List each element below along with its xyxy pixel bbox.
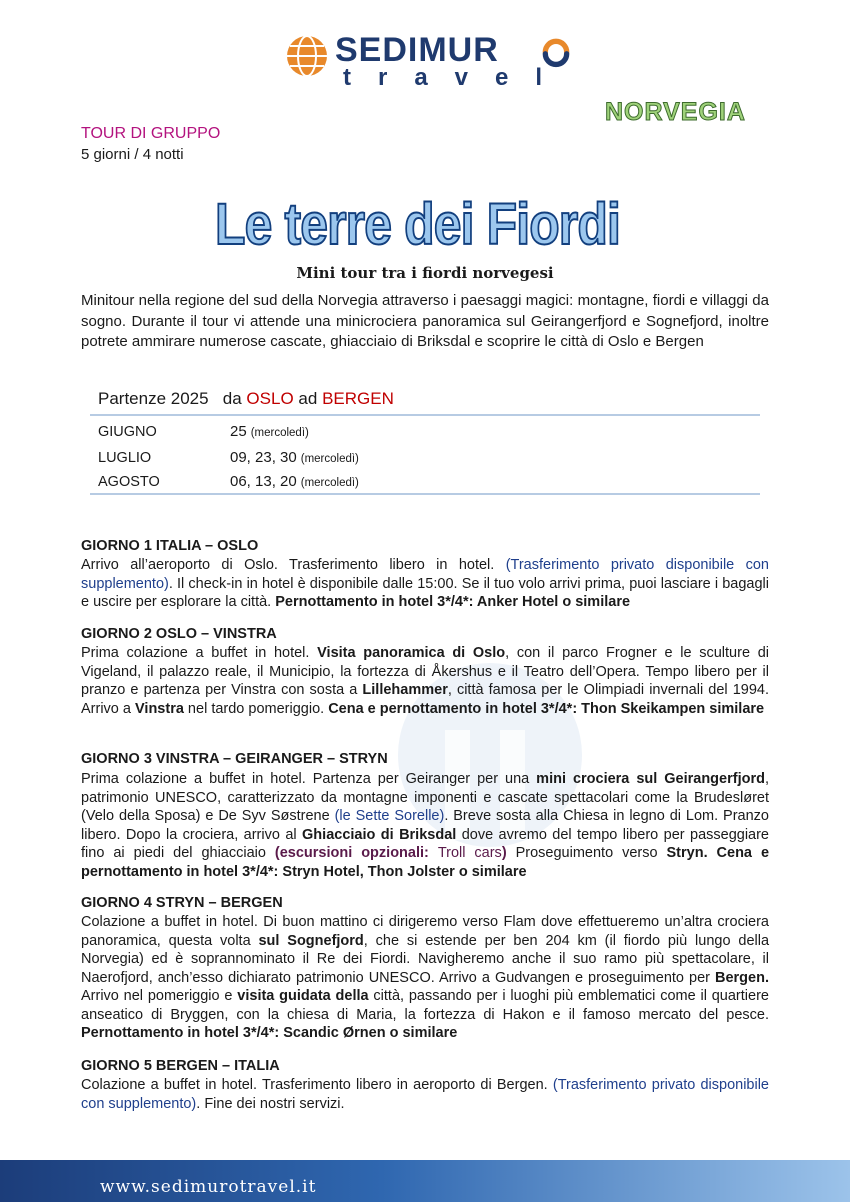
day-1-text-part: Arrivo all’aeroporto di Oslo. Trasferimento libero in hotel. (81, 557, 506, 573)
tour-type: TOUR DI GRUPPO (81, 125, 221, 142)
logo-wordmark-top: SEDIMUR (335, 31, 499, 69)
departure-row (98, 473, 359, 490)
day-2-text-part: , città famosa per le Olimpiadi invernali del 1994. Arrivo a (81, 682, 769, 717)
day-3-text-part: . Breve sosta alla Chiesa in legno di Lom. Pranzo libero. Dopo la crociera, arrivo al (81, 808, 769, 843)
day-5-heading: GIORNO 5 BERGEN – ITALIA (81, 1058, 280, 1074)
day-3-optional-close: ) (501, 845, 507, 861)
day-1-transfer-note: (Trasferimento privato disponibile con supplemento) (81, 557, 769, 592)
day-4-text-part: Arrivo nel pomeriggio e (81, 988, 238, 1004)
day-4-text-part: Colazione a buffet in hotel. Di buon mattino ci dirigeremo verso Flam dove effettueremo un’altra crociera panoramica, questa volta (81, 914, 769, 949)
table-top-rule (90, 414, 760, 416)
day-2-heading: GIORNO 2 OSLO – VINSTRA (81, 626, 277, 642)
day-5-text (81, 1076, 769, 1113)
day-4-hotel: Pernottamento in hotel 3*/4*: Scandic Ørnen o similare (81, 1025, 458, 1041)
day-3-heading: GIORNO 3 VINSTRA – GEIRANGER – STRYN (81, 751, 388, 767)
day-4-highlight: sul Sognefjord (258, 932, 364, 949)
day-4-text-part: città, passando per i luoghi più emblematici come il quartiere anseatico di Bryggen, con la chiesa di Maria, la fortezza di Hakon e il famoso mercato del pesce. (81, 988, 769, 1023)
day-4-text-part: , che si estende per ben 204 km (il fiordo più lungo della Norvegia) ed è soprannominato il Re dei Fiordi. Navigheremo anche il suo ramo più spettacolare, il Naerofjord, anch’esso dichiarato patrimonio UNESCO. Arrivo a Gudvangen e proseguimento per (81, 932, 770, 986)
day-2-hotel: Cena e pernottamento in hotel 3*/4*: Thon Skeikampen similare (328, 700, 765, 717)
day-3-optional-item: Troll cars (437, 845, 502, 861)
website-link[interactable]: www.sedimurotravel.it (100, 1177, 317, 1197)
day-3-text (81, 770, 769, 881)
day-3-highlight: mini crociera sul Geirangerfjord (536, 771, 765, 787)
page-title: Le terre dei Fiordi (215, 192, 620, 257)
departures-year-label: Partenze 2025 (98, 389, 209, 408)
logo-wordmark-bottom: travel (343, 64, 570, 91)
day-2-text-part: Prima colazione a buffet in hotel. (81, 645, 318, 661)
departures-to-city: BERGEN (322, 389, 394, 408)
departure-month: AGOSTO (98, 474, 160, 490)
departure-weekday: (mercoledì) (250, 427, 309, 439)
departure-row (98, 449, 359, 466)
company-logo (285, 30, 585, 100)
day-2-highlight: Lillehammer (362, 682, 448, 698)
intro-paragraph: Minitour nella regione del sud della Norvegia attraverso i paesaggi magici: montagne, fiordi e villaggi da sogno. Durante il tour vi attende una minicrociera panoramica sul Geirangerfjord e Sognefjord, inoltre potrete ammirare numerose cascate, ghiacciaio di Briksdal e scoprire le città di Oslo e Bergen (81, 292, 769, 350)
day-2-text-part: nel tardo pomeriggio. (183, 700, 329, 717)
day-2-highlight: Vinstra (135, 700, 184, 717)
departures-to-word: ad (298, 389, 318, 408)
day-3-highlight: Ghiacciaio di Briksdal (302, 826, 457, 843)
departure-days: 06, 13, 20 (230, 473, 297, 490)
day-3-text-part: , patrimonio UNESCO, caratterizzato da montagne imponenti e cascate spettacolari come la Brudesløret (Velo della Sposa) e De Syv Søstrene (81, 771, 769, 824)
table-bottom-rule (90, 493, 760, 495)
departure-days: 09, 23, 30 (230, 449, 297, 466)
day-5-text-part: . Fine dei nostri servizi. (196, 1095, 345, 1112)
day-5-transfer-note: (Trasferimento privato disponibile con supplemento) (81, 1077, 769, 1112)
day-4-heading: GIORNO 4 STRYN – BERGEN (81, 895, 283, 911)
departure-month: GIUGNO (98, 424, 157, 440)
day-2-text-part: , con il parco Frogner e le sculture di Vigeland, il palazzo reale, il Municipio, la fortezza di Åkershus e il Teatro dell’Opera. Tempo libero per il pranzo e partenza per Vinstra con sosta a (81, 645, 769, 698)
day-4-text (81, 913, 769, 1043)
day-1-hotel: Pernottamento in hotel 3*/4*: Anker Hotel o similare (275, 594, 631, 610)
day-3-text-part: dove avremo del tempo libero per passeggiare fino ai piedi del ghiacciaio (81, 826, 769, 861)
page-subtitle: Mini tour tra i fiordi norvegesi (296, 264, 554, 282)
departure-row (98, 423, 309, 440)
departure-days: 25 (230, 423, 247, 440)
day-4-highlight: visita guidata della (237, 988, 369, 1004)
country-label: NORVEGIA (605, 98, 746, 126)
day-3-sisters-note: (le Sette Sorelle) (334, 808, 445, 824)
departure-weekday: (mercoledì) (300, 453, 359, 465)
day-1-heading: GIORNO 1 ITALIA – OSLO (81, 538, 259, 554)
departures-header (98, 389, 394, 409)
departures-from-city: OSLO (246, 389, 294, 408)
day-1-text-part: . Il check-in in hotel è disponibile dalle 15:00. Se il tuo volo arrivi prima, puoi lasciare i bagagli e uscire per esplorare la città. (81, 575, 769, 610)
departure-weekday: (mercoledì) (300, 477, 359, 489)
day-2-text (81, 644, 769, 718)
tour-duration: 5 giorni / 4 notti (81, 146, 184, 163)
departure-month: LUGLIO (98, 450, 152, 466)
day-3-hotel: Stryn. Cena e pernottamento in hotel 3*/4*: Stryn Hotel, Thon Jolster o similare (81, 845, 770, 880)
day-1-text (81, 556, 769, 612)
day-2-highlight: Visita panoramica di Oslo (317, 645, 506, 661)
day-5-text-part: Colazione a buffet in hotel. Trasferimento libero in aeroporto di Bergen. (81, 1077, 553, 1093)
day-3-text-part: Proseguimento verso (506, 845, 667, 861)
departures-from-word: da (222, 389, 242, 408)
day-3-text-part: Prima colazione a buffet in hotel. Partenza per Geiranger per una (81, 771, 537, 787)
globe-icon (285, 34, 329, 78)
day-4-highlight: Bergen. (715, 969, 769, 986)
day-3-optional-label: (escursioni opzionali: (274, 845, 438, 861)
